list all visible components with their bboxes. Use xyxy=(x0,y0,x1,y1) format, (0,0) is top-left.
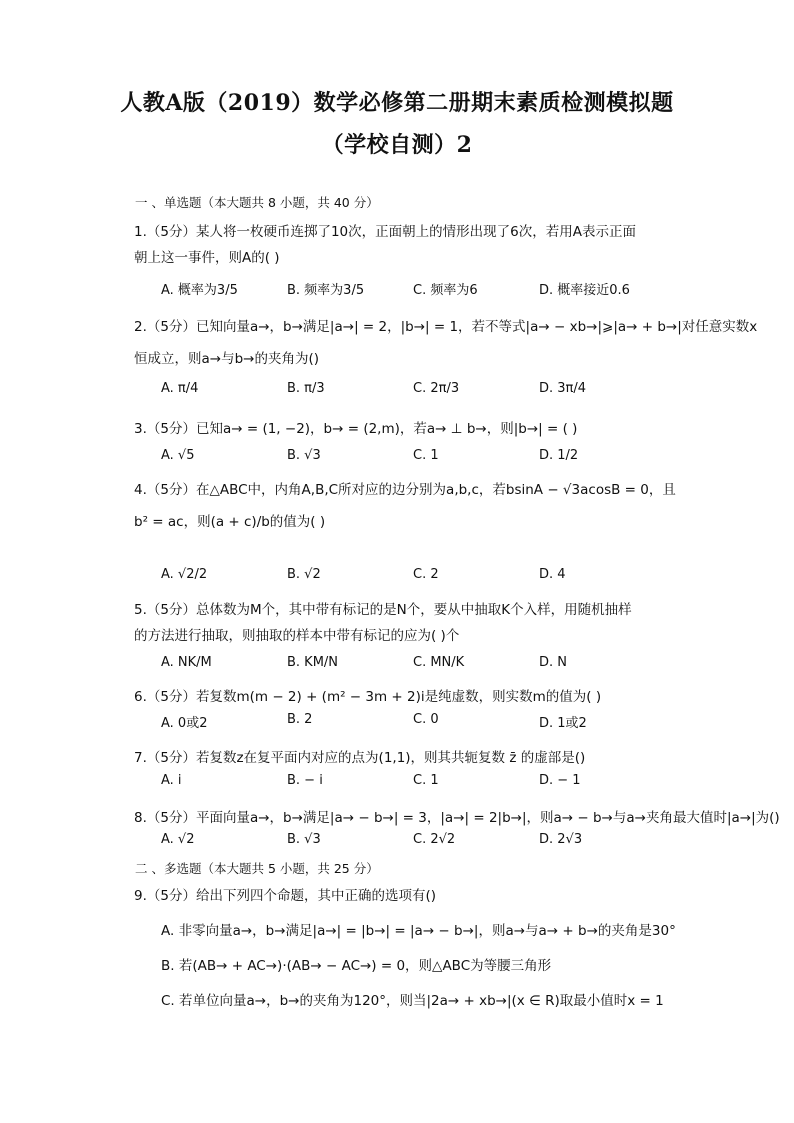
question-1-line-2: 朝上这一事件，则A的( ) xyxy=(134,250,280,266)
question-3-option-b: B. √3 xyxy=(287,448,321,463)
question-7-option-c: C. 1 xyxy=(413,773,439,788)
question-9-option-c: C. 若单位向量a→，b→的夹角为120°，则当|2a→ + xb→|(x ∈ R)取最小值时x = 1 xyxy=(161,993,664,1009)
question-8-option-a: A. √2 xyxy=(161,832,195,847)
question-7-line-1: 7.（5分）若复数z在复平面内对应的点为(1,1)，则其共轭复数 z̄ 的虚部是() xyxy=(134,750,586,766)
question-1-option-d: D. 概率接近0.6 xyxy=(539,283,630,298)
question-5-option-d: D. N xyxy=(539,655,567,670)
question-9-stem: 9.（5分）给出下列四个命题，其中正确的选项有() xyxy=(134,888,437,904)
question-7-option-d: D. − 1 xyxy=(539,773,581,788)
question-3-option-d: D. 1/2 xyxy=(539,448,579,463)
question-7-option-b: B. − i xyxy=(287,773,323,788)
question-1-option-a: A. 概率为3/5 xyxy=(161,283,238,298)
question-5-line-2: 的方法进行抽取，则抽取的样本中带有标记的应为( )个 xyxy=(134,628,460,644)
question-6-option-d: D. 1或2 xyxy=(539,716,587,731)
question-4-option-c: C. 2 xyxy=(413,567,439,582)
question-2-line-2: 恒成立，则a→与b→的夹角为() xyxy=(134,351,319,367)
question-2-option-d: D. 3π/4 xyxy=(539,381,587,396)
question-8-option-c: C. 2√2 xyxy=(413,832,456,847)
question-4-option-a: A. √2/2 xyxy=(161,567,208,582)
question-3-option-c: C. 1 xyxy=(413,448,439,463)
question-6-line-1: 6.（5分）若复数m(m − 2) + (m² − 3m + 2)i是纯虚数，则实数m的值为( ) xyxy=(134,689,602,705)
page-subtitle: （学校自测）2 xyxy=(321,132,473,158)
question-1-line-1: 1.（5分）某人将一枚硬币连掷了10次，正面朝上的情形出现了6次，若用A表示正面 xyxy=(134,224,636,240)
question-2-option-a: A. π/4 xyxy=(161,381,199,396)
question-9-option-b: B. 若(AB→ + AC→)·(AB→ − AC→) = 0，则△ABC为等腰三角形 xyxy=(161,958,552,974)
question-4-line-1: 4.（5分）在△ABC中，内角A,B,C所对应的边分别为a,b,c，若bsinA − √3acosB = 0，且 xyxy=(134,482,676,498)
question-6-option-b: B. 2 xyxy=(287,712,313,727)
question-7-option-a: A. i xyxy=(161,773,182,788)
question-1-option-b: B. 频率为3/5 xyxy=(287,283,365,298)
question-6-option-c: C. 0 xyxy=(413,712,439,727)
question-2-option-b: B. π/3 xyxy=(287,381,325,396)
question-2-line-1: 2.（5分）已知向量a→，b→满足|a→| = 2，|b→| = 1，若不等式|a→ − xb→|⩾|a→ + b→|对任意实数x xyxy=(134,319,758,335)
question-4-option-d: D. 4 xyxy=(539,567,566,582)
question-1-option-c: C. 频率为6 xyxy=(413,283,478,298)
question-5-option-b: B. KM/N xyxy=(287,655,339,670)
page-title: 人教A版（2019）数学必修第二册期末素质检测模拟题 xyxy=(120,90,674,116)
question-8-option-d: D. 2√3 xyxy=(539,832,583,847)
section-heading-multiple-choice: 二 、多选题（本大题共 5 小题，共 25 分） xyxy=(135,861,379,876)
question-3-line-1: 3.（5分）已知a→ = (1, −2)，b→ = (2,m)，若a→ ⊥ b→，则|b→| = ( ) xyxy=(134,421,578,437)
question-4-line-2: b² = ac，则(a + c)/b的值为( ) xyxy=(134,514,326,530)
question-5-option-c: C. MN/K xyxy=(413,655,465,670)
question-5-line-1: 5.（5分）总体数为M个，其中带有标记的是N个，要从中抽取K个入样，用随机抽样 xyxy=(134,602,632,618)
question-6-option-a: A. 0或2 xyxy=(161,716,208,731)
question-3-option-a: A. √5 xyxy=(161,448,195,463)
question-2-option-c: C. 2π/3 xyxy=(413,381,460,396)
section-heading-single-choice: 一 、单选题（本大题共 8 小题，共 40 分） xyxy=(135,195,379,210)
question-5-option-a: A. NK/M xyxy=(161,655,212,670)
question-9-option-a: A. 非零向量a→，b→满足|a→| = |b→| = |a→ − b→|，则a→与a→ + b→的夹角是30° xyxy=(161,923,676,939)
question-8-option-b: B. √3 xyxy=(287,832,321,847)
question-8-line-1: 8.（5分）平面向量a→，b→满足|a→ − b→| = 3，|a→| = 2|b→|，则a→ − b→与a→夹角最大值时|a→|为() xyxy=(134,810,780,826)
question-4-option-b: B. √2 xyxy=(287,567,321,582)
